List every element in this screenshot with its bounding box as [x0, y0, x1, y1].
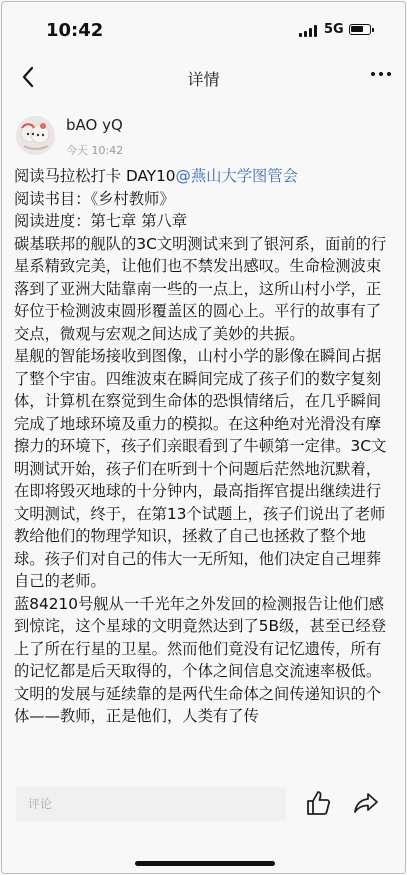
post-content — [14, 165, 394, 728]
progress-line: 阅读进度：第七章 第八章 — [14, 212, 188, 230]
status-time: 10:42 — [46, 20, 104, 41]
comment-box[interactable] — [16, 787, 286, 821]
mention-link[interactable]: @燕山大学图管会 — [175, 167, 298, 185]
paragraph-2: 星舰的智能场接收到图像，山村小学的影像在瞬间占据了整个宇宙。四维波束在瞬间完成了孩子们的数字复刻体，计算机在察觉到生命体的恐惧情绪后，在几乎瞬间完成了地球环境及重力的模拟。在这种绝对光滑没有摩擦力的环境下，孩子们亲眼看到了牛顿第一定律。3C文明测试开始，孩子们在听到十个问题后茫然地沉默着，在即将毁灭地球的十分钟内，最高指挥官提出继续进行文明测试，终于，在第13个试题上，孩子们说出了老师教给他们的物理学知识，拯救了自己也拯救了整个地球。孩子们对自己的伟大一无所知，他们决定自己埋葬自己的老师。 — [14, 347, 387, 590]
post-time: 今天 10:42 — [66, 144, 124, 157]
book-line: 阅读书目：《乡村教师》 — [14, 189, 175, 208]
thumbs-up-icon[interactable] — [305, 789, 331, 817]
nav-bar — [2, 58, 405, 98]
avatar-image — [16, 116, 55, 155]
checkin-title: 阅读马拉松打卡 DAY10 — [14, 167, 176, 185]
battery-icon — [349, 24, 371, 35]
checkin-line — [14, 165, 394, 188]
network-type: 5G — [324, 22, 344, 37]
comment-input[interactable] — [16, 787, 286, 821]
home-indicator — [135, 861, 275, 866]
paragraph-3: 蓝84210号舰从一千光年之外发回的检测报告让他们感到惊诧，这个星球的文明竟然达到了5B级，甚至已经登上了所在行星的卫星。然而他们竟没有记忆遗传，所有的记忆都是后天取得的，个体之间信息交流速率极低。文明的发展与延续靠的是两代生命体之间传递知识的个体——教师，正是他们，人类有了传 — [14, 594, 387, 725]
author-name[interactable]: bAO yQ — [66, 116, 123, 134]
signal-icon — [299, 25, 317, 37]
page-title: 详情 — [187, 70, 220, 89]
avatar[interactable] — [16, 116, 55, 155]
paragraph-1: 碳基联邦的舰队的3C文明测试来到了银河系，面前的行星系精致完美，让他们也不禁发出感叹。生命检测波束落到了亚洲大陆靠南一些的一点上，这所山村小学，正好位于检测波束圆形覆盖区的圆心上。平行的故事有了交点，微观与宏观之间达成了美妙的共振。 — [14, 234, 387, 343]
bottom-bar — [2, 777, 405, 873]
app-frame — [1, 1, 406, 874]
more-dots-icon[interactable] — [369, 64, 393, 84]
share-arrow-icon[interactable] — [353, 791, 379, 815]
status-bar — [2, 2, 405, 58]
